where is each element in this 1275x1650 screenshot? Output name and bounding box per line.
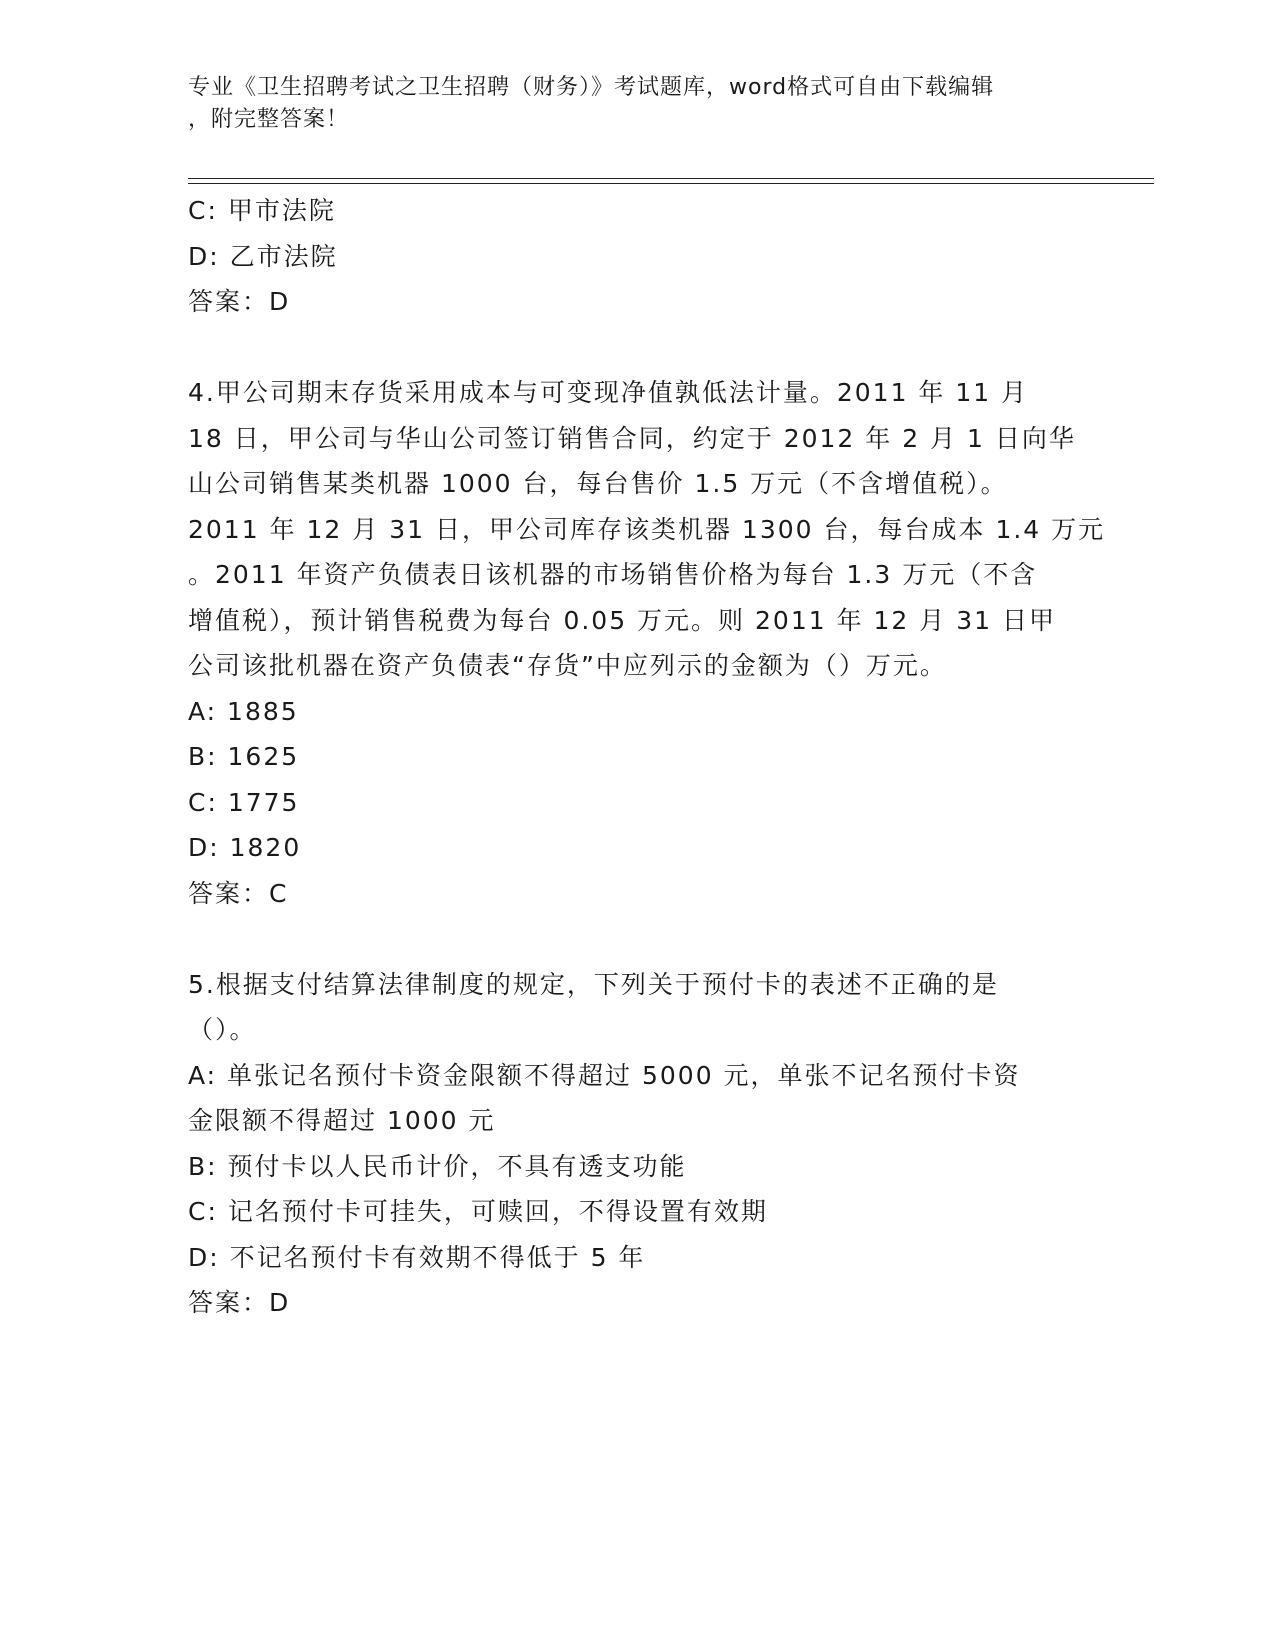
question-text-line: 4.甲公司期末存货采用成本与可变现净值孰低法计量。2011 年 11 月 [188, 378, 1029, 407]
question-3-tail [188, 188, 1088, 325]
option-a-continued: 金限额不得超过 1000 元 [188, 1106, 496, 1135]
header-divider-top [188, 178, 1154, 179]
header-line-1: 专业《卫生招聘考试之卫生招聘（财务）》考试题库，word格式可自由下载编辑 [188, 75, 995, 100]
option-d: D: 1820 [188, 833, 302, 862]
option-d: D: 不记名预付卡有效期不得低于 5 年 [188, 1242, 646, 1272]
question-text-line: 山公司销售某类机器 1000 台，每台售价 1.5 万元（不含增值税）。 [188, 469, 1008, 498]
option-d: D: 乙市法院 [188, 241, 338, 271]
question-text-line: 。2011 年资产负债表日该机器的市场销售价格为每台 1.3 万元（不含 [188, 560, 1038, 589]
question-text-line: 公司该批机器在资产负债表“存货”中应列示的金额为（）万元。 [188, 651, 947, 680]
answer: 答案：D [188, 287, 291, 316]
option-a: A: 1885 [188, 696, 299, 726]
option-c: C: 甲市法院 [188, 196, 336, 225]
answer: 答案：D [188, 1288, 291, 1317]
option-b: B: 1625 [188, 742, 300, 771]
option-a: A: 单张记名预付卡资金限额不得超过 5000 元，单张不记名预付卡资 [188, 1060, 1021, 1090]
answer: 答案：C [188, 878, 289, 908]
document-header [188, 72, 1088, 136]
question-text-line: 5.根据支付结算法律制度的规定，下列关于预付卡的表述不正确的是 [188, 969, 999, 999]
header-line-2: ，附完整答案！ [188, 107, 350, 132]
question-text-line: 18 日，甲公司与华山公司签订销售合同，约定于 2012 年 2 月 1 日向华 [188, 423, 1076, 453]
question-4 [188, 370, 1106, 916]
question-5 [188, 962, 1088, 1326]
header-divider-bottom [188, 183, 1154, 184]
question-text-line: 增值税），预计销售税费为每台 0.05 万元。则 2011 年 12 月 31 日甲 [188, 605, 1056, 635]
option-c: C: 记名预付卡可挂失，可赎回，不得设置有效期 [188, 1197, 768, 1226]
question-list [188, 188, 1106, 1326]
question-text-line: （）。 [188, 1015, 257, 1044]
option-b: B: 预付卡以人民币计价，不具有透支功能 [188, 1151, 687, 1181]
question-text-line: 2011 年 12 月 31 日，甲公司库存该类机器 1300 台，每台成本 1.4 万元 [188, 514, 1106, 544]
option-c: C: 1775 [188, 787, 300, 817]
